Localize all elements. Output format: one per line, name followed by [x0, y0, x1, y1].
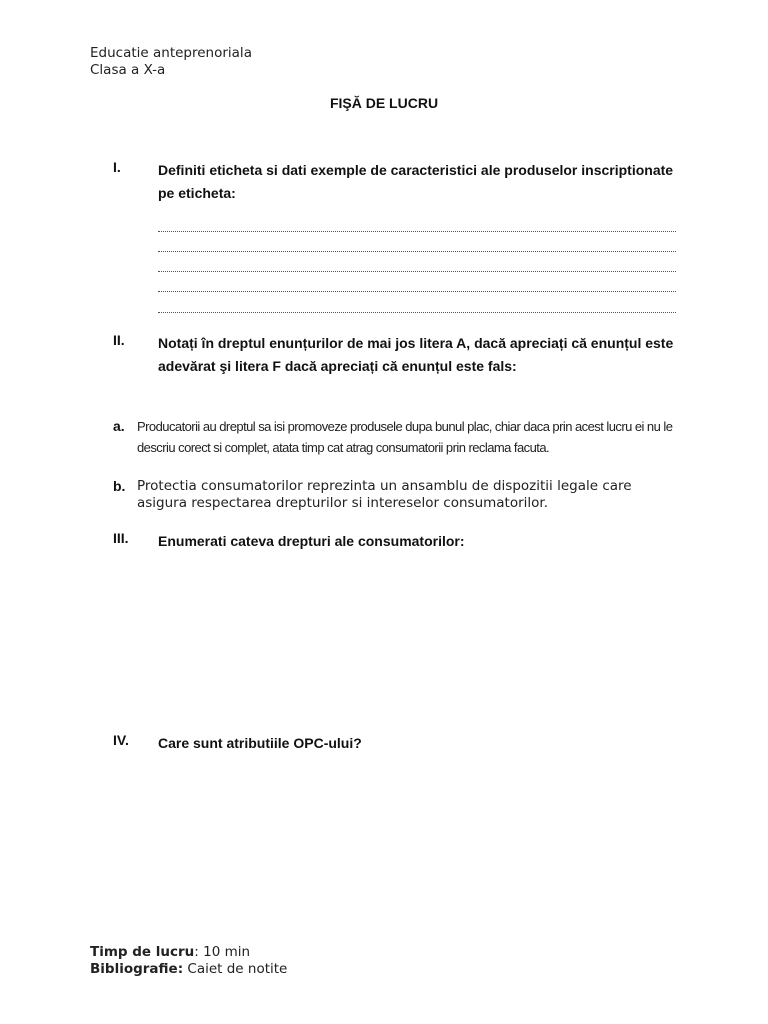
section-1-text: Definiti eticheta si dati exemple de caracteristici ale produselor inscriptionate pe eticheta:	[158, 162, 674, 201]
statement-b-label: b.	[113, 478, 126, 494]
answer-line-4	[158, 281, 676, 292]
worksheet-title: FIŞĂ DE LUCRU	[329, 95, 439, 111]
answer-line-1	[158, 221, 676, 232]
answer-line-5	[158, 302, 676, 313]
section-4-number: IV.	[113, 732, 129, 748]
work-time	[90, 944, 250, 961]
work-time-value: : 10 min	[194, 944, 251, 960]
section-3-number: III.	[113, 530, 129, 546]
statement-a-text: Producatorii au dreptul sa isi promoveze produsele dupa bunul plac, chiar daca prin acest lucru ei nu le descriu corect si complet, atata timp cat atrag consumatorii prin reclama facuta.	[137, 419, 673, 455]
answer-line-2	[158, 241, 676, 252]
bibliography-label: Bibliografie:	[90, 961, 184, 977]
bibliography	[90, 961, 287, 978]
section-2-text: Notați în dreptul enunțurilor de mai jos litera A, dacă apreciați că enunțul este adevărat şi litera F dacă apreciați că enunțul este fals:	[158, 335, 674, 374]
subject-line: Educatie anteprenoriala	[90, 45, 252, 61]
answer-line-3	[158, 261, 676, 272]
section-2-number: II.	[113, 332, 125, 348]
class-line: Clasa a X-a	[90, 62, 166, 78]
statement-b-text: Protectia consumatorilor reprezinta un ansamblu de dispozitii legale care asigura respectarea drepturilor si intereselor consumatorilor.	[137, 478, 632, 511]
work-time-label: Timp de lucru	[90, 944, 195, 960]
statement-a-label: a.	[113, 418, 125, 434]
section-1-number: I.	[113, 159, 121, 175]
bibliography-value: Caiet de notite	[183, 961, 288, 977]
section-3-text: Enumerati cateva drepturi ale consumatorilor:	[158, 533, 465, 549]
section-4-text: Care sunt atributiile OPC-ului?	[158, 735, 362, 751]
